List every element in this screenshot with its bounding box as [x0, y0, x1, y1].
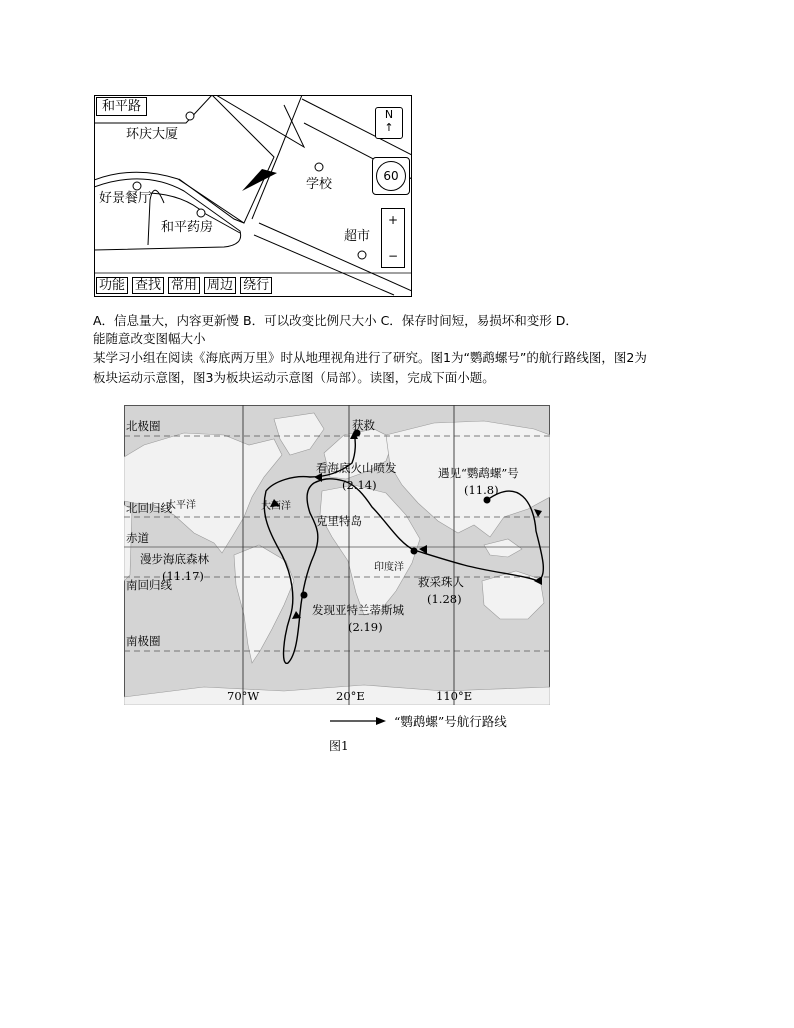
event-atlantis-date: (2.19) [348, 620, 383, 634]
event-volcano-date: (2.14) [342, 478, 377, 492]
label-equator: 赤道 [126, 531, 149, 545]
longitude-110e: 110°E [436, 689, 473, 703]
place-haojing[interactable]: 好景餐厅 [99, 191, 152, 206]
place-supermarket[interactable]: 超市 [344, 229, 371, 244]
toolbar-function-button[interactable]: 功能 [96, 277, 128, 294]
label-tropic-capricorn: 南回归线 [126, 578, 172, 592]
zoom-out-button[interactable]: − [387, 249, 399, 263]
event-crete: 克里特岛 [316, 514, 362, 528]
navigation-map [94, 95, 412, 297]
place-huanqing[interactable]: 环庆大厦 [126, 127, 179, 142]
event-forest-date: (11.17) [162, 569, 204, 583]
marker-school [315, 163, 323, 171]
legend-arrow-icon [330, 716, 386, 726]
toolbar-frequent-button[interactable]: 常用 [168, 277, 200, 294]
north-arrow-icon: ↑ [384, 121, 394, 134]
nautilus-route-map [124, 405, 550, 705]
longitude-70w: 70°W [227, 689, 260, 703]
map-toolbar [96, 277, 272, 294]
label-tropic-cancer: 北回归线 [126, 501, 172, 515]
event-forest: 漫步海底森林 [140, 552, 209, 566]
toolbar-detour-button[interactable]: 绕行 [240, 277, 272, 294]
toolbar-nearby-button[interactable]: 周边 [204, 277, 236, 294]
place-pharmacy[interactable]: 和平药房 [161, 220, 214, 235]
figure-caption: 图1 [329, 739, 349, 753]
zoom-control [381, 208, 405, 268]
toolbar-search-button[interactable]: 查找 [132, 277, 164, 294]
marker-huanqing [186, 112, 194, 120]
event-meet-nautilus: 遇见“鹦鹉螺”号 [438, 466, 519, 480]
marker-supermarket [358, 251, 366, 259]
marker-haojing [133, 182, 141, 190]
intro-line-2: 板块运动示意图，图3为板块运动示意图（局部）。读图，完成下面小题。 [93, 370, 495, 385]
place-school[interactable]: 学校 [306, 177, 333, 192]
event-pearl: 救采珠人 [418, 575, 464, 589]
label-atlantic: 大西洋 [261, 501, 291, 512]
speed-limit-value: 60 [376, 161, 406, 191]
route-legend [330, 712, 507, 730]
label-antarctic-circle: 南极圈 [126, 634, 161, 648]
speed-limit-sign [372, 157, 410, 195]
road-label: 和平路 [96, 97, 147, 116]
event-atlantis: 发现亚特兰蒂斯城 [312, 603, 404, 617]
label-pacific: 太平洋 [166, 500, 196, 511]
event-meet-date: (11.8) [464, 483, 499, 497]
compass-icon [375, 107, 403, 139]
longitude-20e: 20°E [336, 689, 365, 703]
marker-pharmacy [197, 209, 205, 217]
label-arctic-circle: 北极圈 [126, 419, 161, 433]
zoom-in-button[interactable]: + [387, 213, 399, 227]
legend-label: “鹦鹉螺”号航行路线 [394, 714, 507, 729]
compass-letter: N [384, 108, 394, 121]
intro-line-1: 某学习小组在阅读《海底两万里》时从地理视角进行了研究。图1为“鹦鹉螺号”的航行路线图，图2为 [93, 350, 647, 365]
option-d-tail: 能随意改变图幅大小 [93, 331, 206, 346]
options-line: A．信息量大，内容更新慢 B．可以改变比例尺大小 C．保存时间短，易损坏和变形 D． [93, 313, 578, 328]
event-rescued: 获救 [352, 418, 375, 432]
label-indian: 印度洋 [374, 562, 404, 573]
event-volcano: 看海底火山喷发 [316, 461, 397, 475]
event-pearl-date: (1.28) [427, 592, 462, 606]
